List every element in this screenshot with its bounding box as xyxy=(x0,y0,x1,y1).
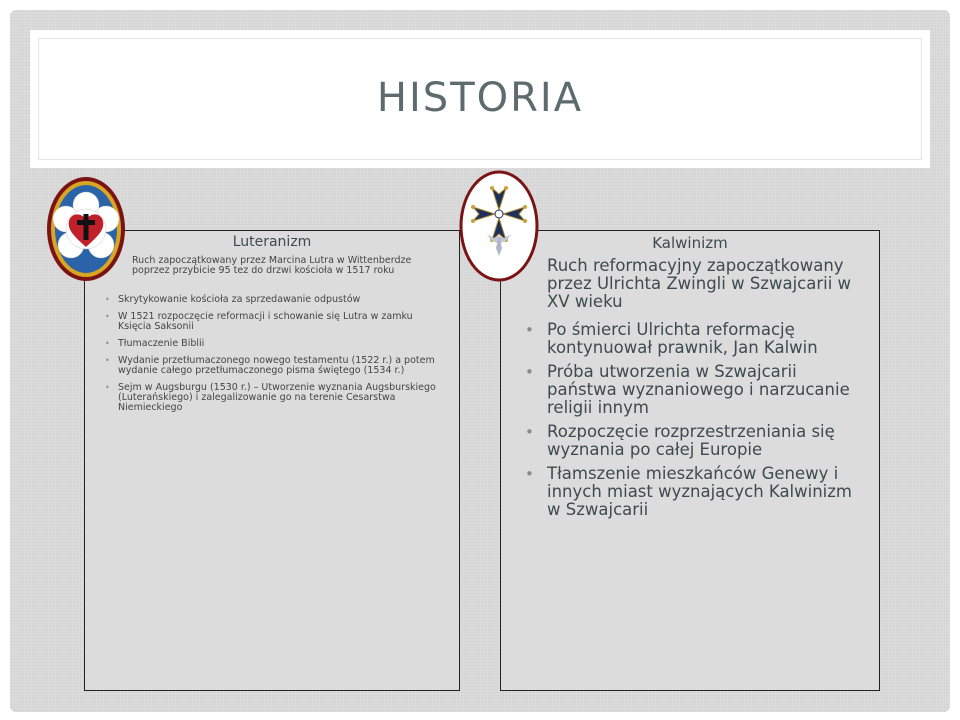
kalwinizm-list xyxy=(525,321,870,525)
luteranizm-list xyxy=(105,295,447,420)
list-item: • Tłamszenie mieszkańców Genewy i innych miast wyznających Kalwinizm w Szwajcarii xyxy=(525,465,870,519)
title-box xyxy=(38,38,922,160)
luteranizm-heading: Luteranizm xyxy=(232,234,312,250)
list-item: • Skrytykowanie kościoła za sprzedawanie odpustów xyxy=(105,295,447,305)
page-title: HISTORIA xyxy=(376,75,584,121)
luteranizm-panel xyxy=(84,230,460,691)
luther-rose-icon xyxy=(45,175,127,283)
list-item: • Rozpoczęcie rozprzestrzeniania się wyznania po całej Europie xyxy=(525,423,870,459)
huguenot-cross-icon xyxy=(458,170,540,282)
list-item: • Tłumaczenie Biblii xyxy=(105,339,447,349)
list-item: • Próba utworzenia w Szwajcarii państwa wyznaniowego i narzucanie religii innym xyxy=(525,363,870,417)
kalwinizm-heading: Kalwinizm xyxy=(652,234,728,252)
list-item: • Po śmierci Ulrichta reformację kontynuował prawnik, Jan Kalwin xyxy=(525,321,870,357)
luteranizm-intro: Ruch zapoczątkowany przez Marcina Lutra w Wittenberdze poprzez przybicie 95 tez do drzwi kościoła w 1517 roku xyxy=(132,255,412,276)
kalwinizm-intro: Ruch reformacyjny zapoczątkowany przez Ulrichta Zwingli w Szwajcarii w XV wieku xyxy=(547,256,852,311)
list-item: • Sejm w Augsburgu (1530 r.) – Utworzenie wyznania Augsburskiego (Luterańskiego) i zalegalizowanie go na terenie Cesarstwa Niemieckiego xyxy=(105,383,447,413)
kalwinizm-panel xyxy=(500,230,880,691)
list-item: • W 1521 rozpoczęcie reformacji i schowanie się Lutra w zamku Księcia Saksonii xyxy=(105,312,447,332)
list-item: • Wydanie przetłumaczonego nowego testamentu (1522 r.) a potem wydanie całego przetłumaczonego pisma świętego (1534 r.) xyxy=(105,356,447,376)
